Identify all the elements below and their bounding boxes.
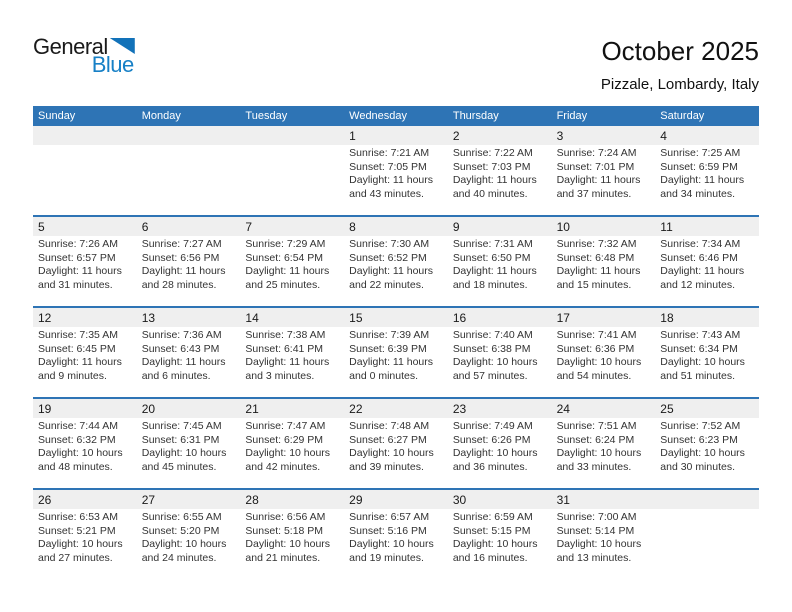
daylight-text: Daylight: 10 hours and 54 minutes. xyxy=(556,356,642,382)
sunset-text: Sunset: 6:48 PM xyxy=(556,251,635,264)
day-cell xyxy=(137,509,241,579)
day-cell xyxy=(344,418,448,488)
day-number: 30 xyxy=(452,492,467,507)
day-number: 29 xyxy=(349,492,363,507)
sunrise-text: Sunrise: 7:43 AM xyxy=(660,329,741,341)
day-number: 10 xyxy=(556,219,570,234)
sunset-text: Sunset: 6:56 PM xyxy=(141,251,220,264)
page-subtitle: Pizzale, Lombardy, Italy xyxy=(600,76,759,93)
day-number: 21 xyxy=(245,401,259,416)
sunrise-text: Sunrise: 6:56 AM xyxy=(245,511,326,523)
sunrise-text: Sunrise: 7:49 AM xyxy=(452,420,533,432)
day-cell xyxy=(137,327,241,397)
day-cell xyxy=(552,327,656,397)
sunset-text: Sunset: 6:26 PM xyxy=(452,433,531,446)
day-cells-row xyxy=(33,509,759,579)
sunrise-text: Sunrise: 7:31 AM xyxy=(452,238,533,250)
sunset-text: Sunset: 6:50 PM xyxy=(452,251,531,264)
daylight-text: Daylight: 11 hours and 37 minutes. xyxy=(556,174,641,200)
day-cell xyxy=(552,509,656,579)
day-cell xyxy=(655,145,759,215)
daylight-text: Daylight: 11 hours and 0 minutes. xyxy=(349,356,433,382)
day-number: 14 xyxy=(245,310,259,325)
day-cell xyxy=(240,418,344,488)
week-row xyxy=(33,488,759,579)
daylight-text: Daylight: 10 hours and 24 minutes. xyxy=(141,538,227,564)
day-cells-row xyxy=(33,236,759,306)
sunset-text: Sunset: 5:15 PM xyxy=(452,524,531,537)
day-cell xyxy=(448,418,552,488)
weekday-label: Monday xyxy=(141,110,181,122)
sunset-text: Sunset: 5:18 PM xyxy=(245,524,324,537)
sunrise-text: Sunrise: 7:32 AM xyxy=(556,238,637,250)
day-number-band xyxy=(33,126,759,145)
sunrise-text: Sunrise: 7:24 AM xyxy=(556,147,637,159)
sunrise-text: Sunrise: 7:38 AM xyxy=(245,329,326,341)
daylight-text: Daylight: 10 hours and 21 minutes. xyxy=(245,538,331,564)
weekday-label: Tuesday xyxy=(245,110,288,122)
day-number: 5 xyxy=(38,219,45,234)
sunset-text: Sunset: 5:16 PM xyxy=(349,524,427,537)
daylight-text: Daylight: 10 hours and 30 minutes. xyxy=(660,447,745,473)
title-block xyxy=(601,36,759,93)
sunset-text: Sunset: 6:24 PM xyxy=(556,433,635,446)
day-number: 17 xyxy=(556,310,570,325)
sunset-text: Sunset: 6:46 PM xyxy=(660,251,738,264)
sunrise-text: Sunrise: 7:40 AM xyxy=(452,329,533,341)
sunset-text: Sunset: 6:29 PM xyxy=(245,433,324,446)
daylight-text: Daylight: 10 hours and 13 minutes. xyxy=(556,538,642,564)
sunrise-text: Sunrise: 7:30 AM xyxy=(349,238,430,250)
sunset-text: Sunset: 6:45 PM xyxy=(38,342,116,355)
sunset-text: Sunset: 7:01 PM xyxy=(556,160,635,173)
day-cell xyxy=(655,418,759,488)
sunset-text: Sunset: 5:20 PM xyxy=(141,524,220,537)
daylight-text: Daylight: 11 hours and 12 minutes. xyxy=(660,265,745,291)
week-row xyxy=(33,126,759,215)
week-row xyxy=(33,397,759,488)
sunset-text: Sunset: 6:59 PM xyxy=(660,160,738,173)
sunset-text: Sunset: 6:39 PM xyxy=(349,342,427,355)
sunset-text: Sunset: 6:43 PM xyxy=(141,342,220,355)
day-cell xyxy=(240,509,344,579)
sunrise-text: Sunrise: 7:22 AM xyxy=(452,147,533,159)
sunrise-text: Sunrise: 6:55 AM xyxy=(141,511,222,523)
day-number-band xyxy=(33,217,759,236)
day-number: 11 xyxy=(660,219,673,234)
day-number: 6 xyxy=(141,219,149,234)
daylight-text: Daylight: 10 hours and 39 minutes. xyxy=(349,447,434,473)
sunset-text: Sunset: 6:54 PM xyxy=(245,251,324,264)
sunset-text: Sunset: 7:03 PM xyxy=(452,160,531,173)
day-cell xyxy=(552,236,656,306)
week-row xyxy=(33,215,759,306)
sunset-text: Sunset: 6:23 PM xyxy=(660,433,738,446)
day-number: 13 xyxy=(141,310,156,325)
day-cell-empty xyxy=(655,509,759,579)
day-number: 26 xyxy=(38,492,52,507)
day-number: 7 xyxy=(245,219,253,234)
day-cell xyxy=(137,418,241,488)
day-number: 25 xyxy=(660,401,674,416)
day-cell xyxy=(344,327,448,397)
day-number-band xyxy=(33,308,759,327)
weekday-label: Saturday xyxy=(660,110,705,122)
day-number: 8 xyxy=(349,219,356,234)
daylight-text: Daylight: 11 hours and 40 minutes. xyxy=(452,174,537,200)
weekday-label: Wednesday xyxy=(349,110,408,122)
day-cell xyxy=(33,236,137,306)
day-number: 22 xyxy=(349,401,363,416)
daylight-text: Daylight: 10 hours and 33 minutes. xyxy=(556,447,642,473)
logo-text-blue: Blue xyxy=(91,52,134,77)
daylight-text: Daylight: 11 hours and 6 minutes. xyxy=(141,356,226,382)
page-title: October 2025 xyxy=(601,36,759,66)
daylight-text: Daylight: 11 hours and 43 minutes. xyxy=(349,174,433,200)
sunset-text: Sunset: 6:34 PM xyxy=(660,342,738,355)
day-cell-empty xyxy=(137,145,241,215)
daylight-text: Daylight: 11 hours and 28 minutes. xyxy=(141,265,226,291)
sunset-text: Sunset: 6:31 PM xyxy=(141,433,220,446)
sunrise-text: Sunrise: 7:44 AM xyxy=(38,420,118,432)
calendar-table xyxy=(33,106,759,579)
day-number-band xyxy=(33,399,759,418)
sunrise-text: Sunrise: 7:35 AM xyxy=(38,329,118,341)
daylight-text: Daylight: 11 hours and 22 minutes. xyxy=(349,265,433,291)
day-number: 24 xyxy=(556,401,570,416)
general-blue-logo xyxy=(33,36,135,76)
daylight-text: Daylight: 10 hours and 19 minutes. xyxy=(349,538,434,564)
daylight-text: Daylight: 11 hours and 31 minutes. xyxy=(38,265,122,291)
sunrise-text: Sunrise: 7:52 AM xyxy=(660,420,741,432)
sunset-text: Sunset: 6:36 PM xyxy=(556,342,635,355)
sunrise-text: Sunrise: 7:39 AM xyxy=(349,329,430,341)
day-cell xyxy=(344,236,448,306)
day-cell xyxy=(344,509,448,579)
sunrise-text: Sunrise: 7:47 AM xyxy=(245,420,326,432)
sunrise-text: Sunrise: 7:34 AM xyxy=(660,238,741,250)
sunrise-text: Sunrise: 7:36 AM xyxy=(141,329,222,341)
day-number: 1 xyxy=(349,128,356,143)
weekday-label: Thursday xyxy=(452,110,499,122)
weekday-header-row xyxy=(33,106,759,126)
sunrise-text: Sunrise: 7:29 AM xyxy=(245,238,326,250)
sunset-text: Sunset: 6:57 PM xyxy=(38,251,116,264)
sunrise-text: Sunrise: 7:27 AM xyxy=(141,238,222,250)
sunrise-text: Sunrise: 6:59 AM xyxy=(452,511,533,523)
sunrise-text: Sunrise: 7:45 AM xyxy=(141,420,222,432)
sunrise-text: Sunrise: 6:53 AM xyxy=(38,511,118,523)
sunrise-text: Sunrise: 7:25 AM xyxy=(660,147,741,159)
sunrise-text: Sunrise: 7:21 AM xyxy=(349,147,430,159)
daylight-text: Daylight: 10 hours and 51 minutes. xyxy=(660,356,745,382)
day-number: 27 xyxy=(141,492,156,507)
daylight-text: Daylight: 10 hours and 57 minutes. xyxy=(452,356,538,382)
day-cell xyxy=(344,145,448,215)
sunrise-text: Sunrise: 6:57 AM xyxy=(349,511,430,523)
daylight-text: Daylight: 10 hours and 27 minutes. xyxy=(38,538,123,564)
day-cell xyxy=(448,236,552,306)
sunrise-text: Sunrise: 7:41 AM xyxy=(556,329,637,341)
day-number: 20 xyxy=(141,401,156,416)
day-cell xyxy=(33,327,137,397)
day-number: 2 xyxy=(452,128,460,143)
weekday-label: Sunday xyxy=(38,110,76,122)
day-cell xyxy=(240,327,344,397)
sunset-text: Sunset: 5:14 PM xyxy=(556,524,635,537)
day-cell xyxy=(552,145,656,215)
sunset-text: Sunset: 6:32 PM xyxy=(38,433,116,446)
day-cell xyxy=(448,327,552,397)
sunset-text: Sunset: 6:38 PM xyxy=(452,342,531,355)
sunrise-text: Sunrise: 7:51 AM xyxy=(556,420,637,432)
sunset-text: Sunset: 6:52 PM xyxy=(349,251,427,264)
day-cell xyxy=(33,418,137,488)
day-cell xyxy=(240,236,344,306)
day-cell xyxy=(655,327,759,397)
day-number: 12 xyxy=(38,310,52,325)
sunrise-text: Sunrise: 7:26 AM xyxy=(38,238,118,250)
day-cells-row xyxy=(33,418,759,488)
day-cell xyxy=(448,145,552,215)
weekday-label: Friday xyxy=(556,110,588,122)
day-cell-empty xyxy=(33,145,137,215)
sunrise-text: Sunrise: 7:00 AM xyxy=(556,511,637,523)
day-cell xyxy=(448,509,552,579)
daylight-text: Daylight: 11 hours and 15 minutes. xyxy=(556,265,641,291)
weeks-container xyxy=(33,126,759,579)
sunset-text: Sunset: 7:05 PM xyxy=(349,160,427,173)
day-number: 9 xyxy=(452,219,460,234)
daylight-text: Daylight: 11 hours and 3 minutes. xyxy=(245,356,330,382)
page-header xyxy=(33,36,759,106)
day-number: 19 xyxy=(38,401,52,416)
daylight-text: Daylight: 11 hours and 9 minutes. xyxy=(38,356,122,382)
sunset-text: Sunset: 5:21 PM xyxy=(38,524,116,537)
sunset-text: Sunset: 6:41 PM xyxy=(245,342,324,355)
day-cell-empty xyxy=(240,145,344,215)
logo-text-general: General xyxy=(33,34,108,59)
day-cell xyxy=(33,509,137,579)
daylight-text: Daylight: 10 hours and 48 minutes. xyxy=(38,447,123,473)
week-row xyxy=(33,306,759,397)
day-number: 31 xyxy=(556,492,570,507)
day-cell xyxy=(655,236,759,306)
daylight-text: Daylight: 11 hours and 25 minutes. xyxy=(245,265,330,291)
day-number: 4 xyxy=(660,128,667,143)
day-number: 15 xyxy=(349,310,363,325)
day-number: 3 xyxy=(556,128,564,143)
day-number: 23 xyxy=(452,401,467,416)
daylight-text: Daylight: 10 hours and 36 minutes. xyxy=(452,447,538,473)
daylight-text: Daylight: 10 hours and 16 minutes. xyxy=(452,538,538,564)
daylight-text: Daylight: 10 hours and 42 minutes. xyxy=(245,447,331,473)
day-cells-row xyxy=(33,327,759,397)
day-number: 28 xyxy=(245,492,259,507)
day-number: 16 xyxy=(452,310,467,325)
sunset-text: Sunset: 6:27 PM xyxy=(349,433,427,446)
sunrise-text: Sunrise: 7:48 AM xyxy=(349,420,430,432)
day-number: 18 xyxy=(660,310,674,325)
day-cell xyxy=(137,236,241,306)
day-number-band xyxy=(33,490,759,509)
daylight-text: Daylight: 10 hours and 45 minutes. xyxy=(141,447,227,473)
daylight-text: Daylight: 11 hours and 18 minutes. xyxy=(452,265,537,291)
daylight-text: Daylight: 11 hours and 34 minutes. xyxy=(660,174,745,200)
day-cells-row xyxy=(33,145,759,215)
day-cell xyxy=(552,418,656,488)
